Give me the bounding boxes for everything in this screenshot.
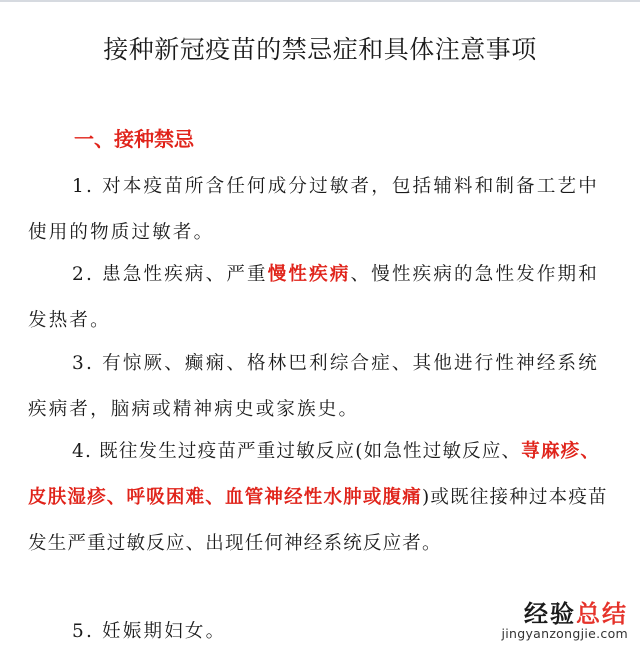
paragraph-2-text-after: 、慢性疾病的急性发作期和发热者。 xyxy=(28,264,599,331)
section-heading: 一、接种禁忌 xyxy=(74,127,194,151)
paragraph-4-text-before: 4. 既往发生过疫苗严重过敏反应(如急性过敏反应、 xyxy=(72,441,522,462)
paragraph-4 xyxy=(28,429,616,567)
paragraph-3 xyxy=(28,341,616,433)
paragraph-4-highlight: 荨麻疹、皮肤湿疹、呼吸困难、血管神经性水肿或腹痛 xyxy=(28,441,601,508)
watermark-logo xyxy=(501,601,628,641)
watermark-title-part1: 经验 xyxy=(524,600,576,628)
paragraph-1 xyxy=(28,164,616,256)
document-title: 接种新冠疫苗的禁忌症和具体注意事项 xyxy=(103,35,537,64)
paragraph-5-text: 5. 妊娠期妇女。 xyxy=(72,621,227,642)
paragraph-3-text: 3. 有惊厥、癫痫、格林巴利综合症、其他进行性神经系统疾病者，脑病或精神病史或家族史。 xyxy=(28,353,599,420)
paragraph-2 xyxy=(28,252,616,344)
paragraph-1-text: 1. 对本疫苗所含任何成分过敏者，包括辅料和制备工艺中使用的物质过敏者。 xyxy=(28,176,599,243)
watermark-url: jingyanzongjie.com xyxy=(501,626,628,641)
paragraph-4-text-after: )或既往接种过本疫苗发生严重过敏反应、出现任何神经系统反应者。 xyxy=(28,487,608,554)
watermark-title-part2: 总结 xyxy=(576,600,628,628)
top-border xyxy=(0,0,640,2)
paragraph-2-highlight: 慢性疾病 xyxy=(267,264,351,285)
watermark-title xyxy=(501,601,628,627)
paragraph-2-text-before: 2. 患急性疾病、严重 xyxy=(72,264,268,285)
